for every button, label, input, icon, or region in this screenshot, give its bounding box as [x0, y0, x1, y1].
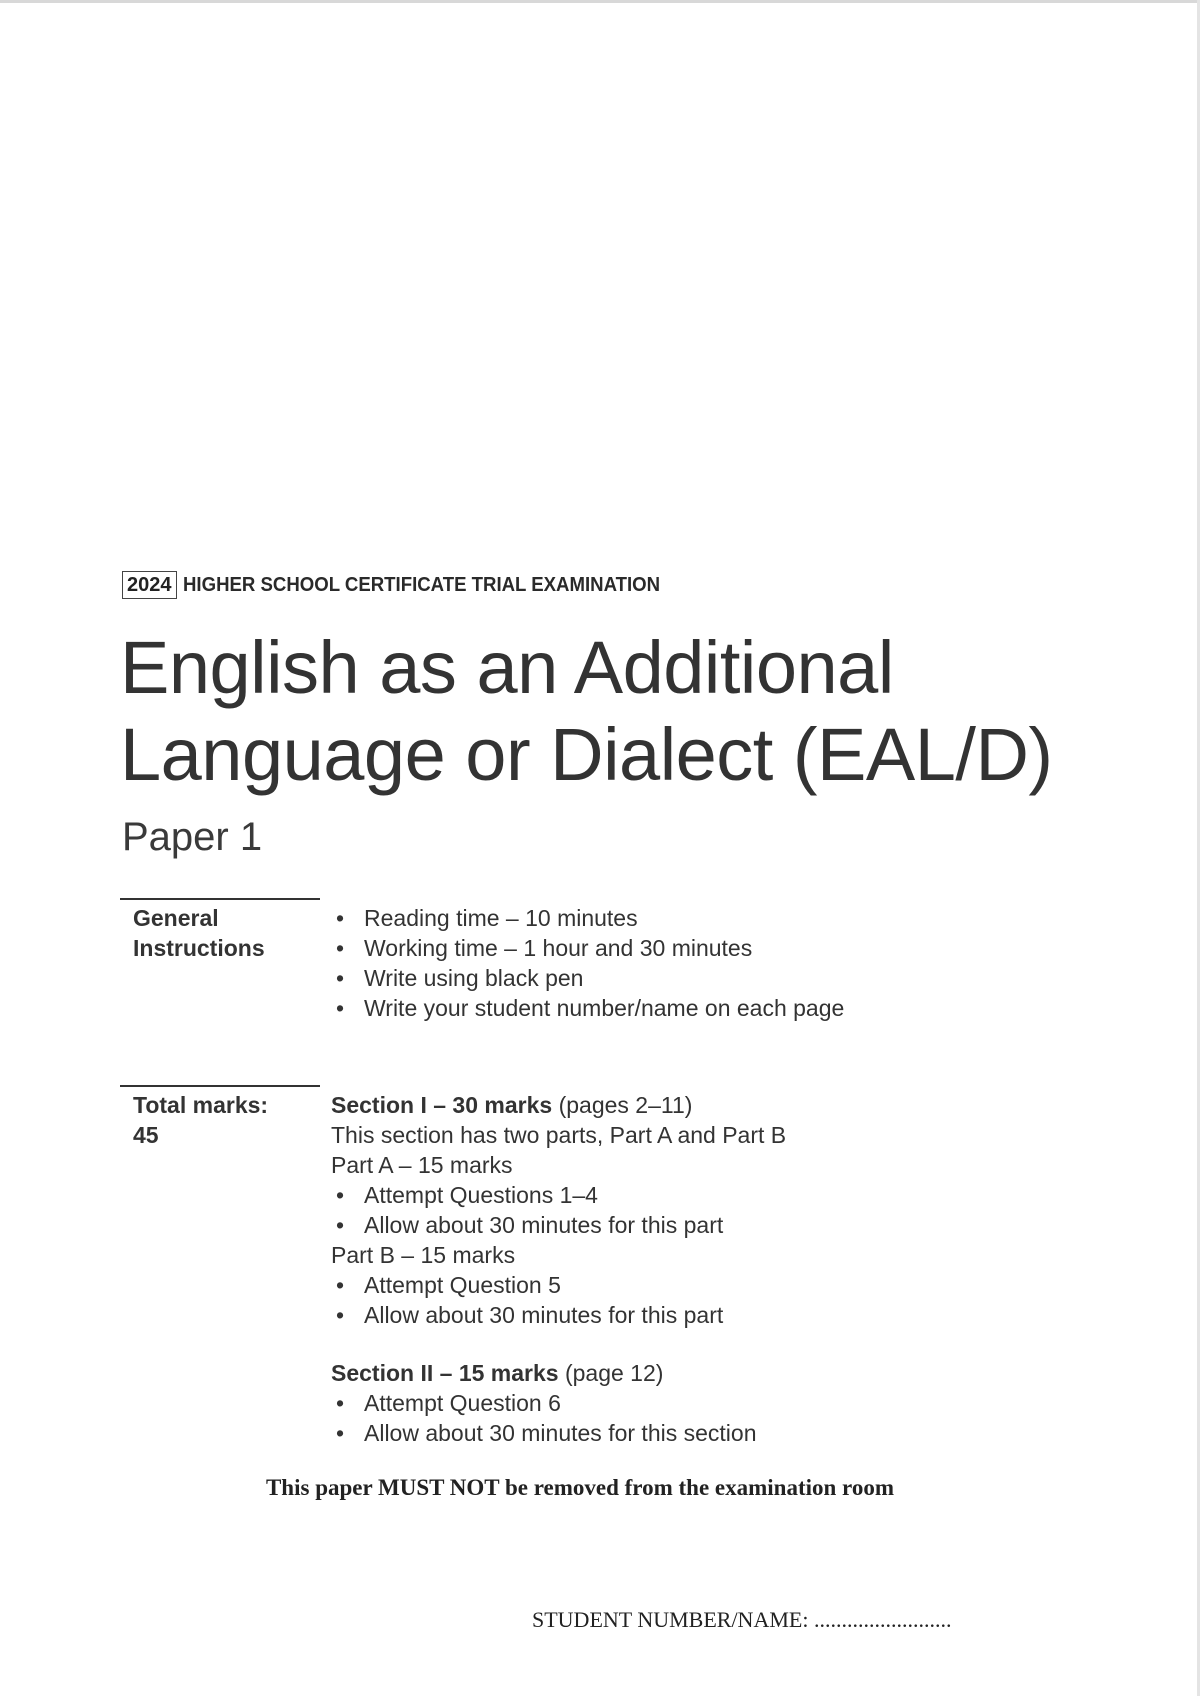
list-item: • Write your student number/name on each page: [331, 993, 844, 1023]
section-2-heading: Section II – 15 marks (page 12): [331, 1360, 664, 1386]
list-item: • Attempt Questions 1–4: [331, 1180, 786, 1210]
list-item: • Allow about 30 minutes for this part: [331, 1300, 786, 1330]
year-badge: 2024: [122, 571, 177, 599]
section-2-details: [331, 1358, 756, 1448]
student-number-field: STUDENT NUMBER/NAME: .........................: [532, 1607, 952, 1632]
section-1-heading: Section I – 30 marks (pages 2–11): [331, 1092, 693, 1118]
exam-header: [122, 571, 695, 599]
list-item: • Write using black pen: [331, 963, 844, 993]
total-marks-value: 45: [133, 1122, 159, 1148]
list-item: • Allow about 30 minutes for this section: [331, 1418, 756, 1448]
list-item: • Attempt Question 5: [331, 1270, 786, 1300]
part-a-heading: Part A – 15 marks: [331, 1152, 513, 1178]
list-item: • Attempt Question 6: [331, 1388, 756, 1418]
removal-notice: This paper MUST NOT be removed from the examination room: [265, 1475, 895, 1500]
paper-subtitle: Paper 1: [122, 815, 263, 859]
general-instructions-label: General Instructions: [133, 905, 265, 961]
general-divider: [120, 898, 320, 900]
page-title: [120, 624, 1053, 798]
part-b-heading: Part B – 15 marks: [331, 1242, 516, 1268]
section-1-details: [331, 1090, 786, 1330]
list-item: • Allow about 30 minutes for this part: [331, 1210, 786, 1240]
title-line-1: English as an Additional: [120, 626, 894, 709]
general-instructions-list: [331, 903, 844, 1023]
list-item: • Working time – 1 hour and 30 minutes: [331, 933, 844, 963]
page-top-edge: [0, 0, 1200, 3]
section-1-description: This section has two parts, Part A and Part B: [331, 1122, 787, 1148]
exam-name: HIGHER SCHOOL CERTIFICATE TRIAL EXAMINATION: [182, 573, 660, 596]
title-line-2: Language or Dialect (EAL/D): [120, 713, 1053, 796]
total-marks-label: Total marks: 45: [133, 1092, 269, 1148]
total-marks-divider: [120, 1085, 320, 1087]
list-item: • Reading time – 10 minutes: [331, 903, 844, 933]
